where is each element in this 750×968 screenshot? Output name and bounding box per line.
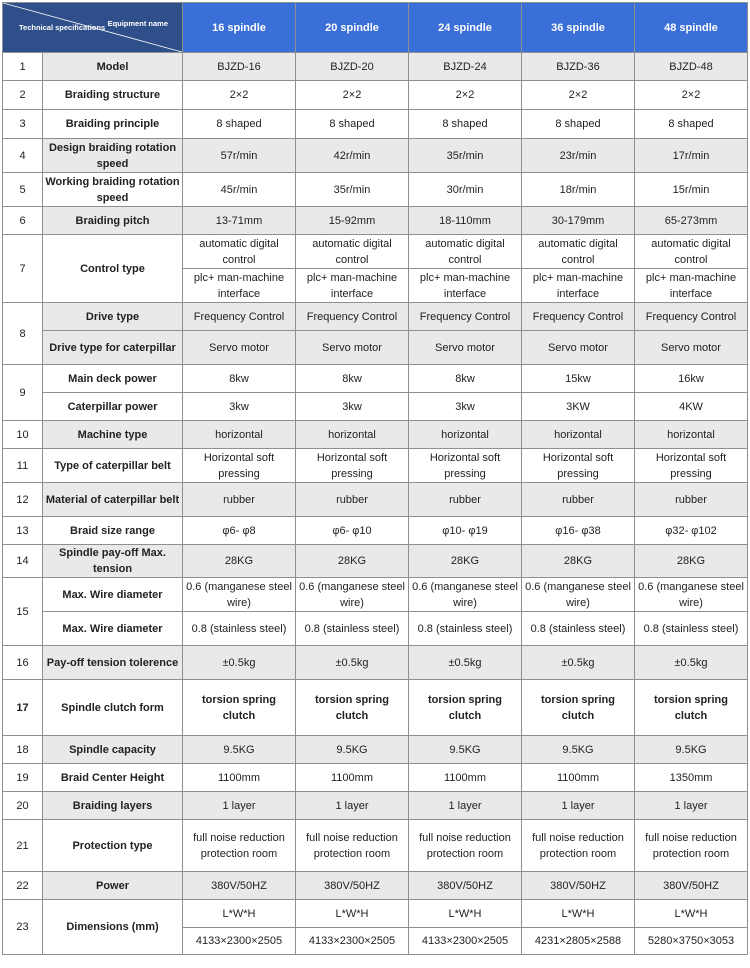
row-value: 30-179mm xyxy=(522,207,635,235)
row-label: Braiding pitch xyxy=(43,207,183,235)
row-value: 3kw xyxy=(183,393,296,421)
row-number: 18 xyxy=(3,736,43,764)
row-value: Frequency Control xyxy=(635,303,748,331)
row-value: L*W*H xyxy=(296,900,409,928)
row-value: 4133×2300×2505 xyxy=(409,928,522,955)
row-value: ±0.5kg xyxy=(296,646,409,680)
row-value: 9.5KG xyxy=(296,736,409,764)
row-value: 4133×2300×2505 xyxy=(183,928,296,955)
row-value: torsion spring clutch xyxy=(409,680,522,736)
column-header: 24 spindle xyxy=(409,3,522,53)
header-row xyxy=(3,3,748,53)
row-value: BJZD-24 xyxy=(409,53,522,81)
technical-specifications-label: Technical specifications xyxy=(19,23,106,32)
row-value: torsion spring clutch xyxy=(635,680,748,736)
row-sub-label: Caterpillar power xyxy=(43,393,183,421)
row-value: full noise reduction protection room xyxy=(635,820,748,872)
row-number: 6 xyxy=(3,207,43,235)
row-label: Design braiding rotation speed xyxy=(43,139,183,173)
row-value: horizontal xyxy=(522,421,635,449)
row-value: Horizontal soft pressing xyxy=(409,449,522,483)
row-value: 0.8 (stainless steel) xyxy=(183,612,296,646)
row-sub-label: Max. Wire diameter xyxy=(43,612,183,646)
row-value: 1 layer xyxy=(409,792,522,820)
table-row xyxy=(3,736,748,764)
row-label: Spindle capacity xyxy=(43,736,183,764)
row-value: rubber xyxy=(522,483,635,517)
row-sub-label: Main deck power xyxy=(43,365,183,393)
row-value: 35r/min xyxy=(296,173,409,207)
row-value: 9.5KG xyxy=(183,736,296,764)
row-value: 35r/min xyxy=(409,139,522,173)
row-number: 23 xyxy=(3,900,43,955)
row-value: L*W*H xyxy=(522,900,635,928)
row-value: 18r/min xyxy=(522,173,635,207)
row-value: 3kw xyxy=(409,393,522,421)
row-number: 14 xyxy=(3,545,43,578)
row-number: 3 xyxy=(3,110,43,139)
row-number: 9 xyxy=(3,365,43,421)
row-value: automatic digital control xyxy=(522,235,635,269)
table-row xyxy=(3,612,748,646)
row-value: 0.6 (manganese steel wire) xyxy=(409,578,522,612)
row-value: ±0.5kg xyxy=(183,646,296,680)
row-value: 3KW xyxy=(522,393,635,421)
row-value: Servo motor xyxy=(522,331,635,365)
row-value: 0.6 (manganese steel wire) xyxy=(183,578,296,612)
row-label: Braiding structure xyxy=(43,81,183,110)
row-value: horizontal xyxy=(183,421,296,449)
table-row xyxy=(3,393,748,421)
row-value: 65-273mm xyxy=(635,207,748,235)
row-value: 17r/min xyxy=(635,139,748,173)
table-row xyxy=(3,820,748,872)
row-value: 2×2 xyxy=(522,81,635,110)
row-value: Frequency Control xyxy=(522,303,635,331)
table-row xyxy=(3,81,748,110)
row-value: φ16- φ38 xyxy=(522,517,635,545)
row-value: 15-92mm xyxy=(296,207,409,235)
row-value: φ6- φ8 xyxy=(183,517,296,545)
row-value: 380V/50HZ xyxy=(409,872,522,900)
row-number: 8 xyxy=(3,303,43,365)
row-value: Horizontal soft pressing xyxy=(635,449,748,483)
table-row xyxy=(3,483,748,517)
row-value: Servo motor xyxy=(183,331,296,365)
row-label: Working braiding rotation speed xyxy=(43,173,183,207)
row-value: 0.8 (stainless steel) xyxy=(409,612,522,646)
table-row xyxy=(3,207,748,235)
row-value: plc+ man-machine interface xyxy=(183,269,296,303)
row-value: L*W*H xyxy=(635,900,748,928)
row-sub-label: Max. Wire diameter xyxy=(43,578,183,612)
row-value: Frequency Control xyxy=(296,303,409,331)
row-value: torsion spring clutch xyxy=(183,680,296,736)
row-sub-label: Drive type xyxy=(43,303,183,331)
row-value: horizontal xyxy=(635,421,748,449)
row-value: ±0.5kg xyxy=(409,646,522,680)
table-row xyxy=(3,545,748,578)
table-row xyxy=(3,680,748,736)
row-value: Horizontal soft pressing xyxy=(183,449,296,483)
row-value: 2×2 xyxy=(409,81,522,110)
row-number: 11 xyxy=(3,449,43,483)
row-number: 13 xyxy=(3,517,43,545)
row-value: torsion spring clutch xyxy=(522,680,635,736)
row-value: 4KW xyxy=(635,393,748,421)
row-value: plc+ man-machine interface xyxy=(296,269,409,303)
row-value: 8 shaped xyxy=(635,110,748,139)
table-row xyxy=(3,421,748,449)
row-value: Servo motor xyxy=(296,331,409,365)
row-value: 2×2 xyxy=(635,81,748,110)
row-label: Braid size range xyxy=(43,517,183,545)
table-row xyxy=(3,792,748,820)
row-value: 28KG xyxy=(296,545,409,578)
row-label: Braiding principle xyxy=(43,110,183,139)
row-number: 10 xyxy=(3,421,43,449)
table-row xyxy=(3,449,748,483)
row-value: Servo motor xyxy=(409,331,522,365)
row-value: 28KG xyxy=(635,545,748,578)
row-value: BJZD-20 xyxy=(296,53,409,81)
row-value: horizontal xyxy=(409,421,522,449)
table-row xyxy=(3,764,748,792)
row-value: 8kw xyxy=(183,365,296,393)
row-label: Material of caterpillar belt xyxy=(43,483,183,517)
row-number: 17 xyxy=(3,680,43,736)
row-number: 19 xyxy=(3,764,43,792)
row-number: 21 xyxy=(3,820,43,872)
row-value: 4231×2805×2588 xyxy=(522,928,635,955)
row-value: 30r/min xyxy=(409,173,522,207)
row-value: full noise reduction protection room xyxy=(296,820,409,872)
row-value: plc+ man-machine interface xyxy=(635,269,748,303)
row-value: 23r/min xyxy=(522,139,635,173)
column-header: 20 spindle xyxy=(296,3,409,53)
row-number: 1 xyxy=(3,53,43,81)
row-number: 15 xyxy=(3,578,43,646)
row-value: Horizontal soft pressing xyxy=(296,449,409,483)
row-value: 0.6 (manganese steel wire) xyxy=(296,578,409,612)
row-value: L*W*H xyxy=(409,900,522,928)
column-header: 16 spindle xyxy=(183,3,296,53)
row-number: 20 xyxy=(3,792,43,820)
row-value: 42r/min xyxy=(296,139,409,173)
row-value: 28KG xyxy=(409,545,522,578)
row-value: 15kw xyxy=(522,365,635,393)
row-value: 1100mm xyxy=(183,764,296,792)
table-row xyxy=(3,110,748,139)
row-label: Protection type xyxy=(43,820,183,872)
row-value: 0.8 (stainless steel) xyxy=(522,612,635,646)
table-row xyxy=(3,900,748,928)
row-number: 22 xyxy=(3,872,43,900)
column-header: 36 spindle xyxy=(522,3,635,53)
row-value: 1350mm xyxy=(635,764,748,792)
row-value: φ10- φ19 xyxy=(409,517,522,545)
row-value: φ6- φ10 xyxy=(296,517,409,545)
table-row xyxy=(3,235,748,269)
row-value: Frequency Control xyxy=(409,303,522,331)
equipment-name-label: Equipment name xyxy=(107,19,168,28)
table-row xyxy=(3,303,748,331)
row-value: 5280×3750×3053 xyxy=(635,928,748,955)
row-number: 7 xyxy=(3,235,43,303)
row-value: torsion spring clutch xyxy=(296,680,409,736)
table-row xyxy=(3,646,748,680)
row-value: 8kw xyxy=(409,365,522,393)
table-row xyxy=(3,139,748,173)
row-value: 0.6 (manganese steel wire) xyxy=(635,578,748,612)
row-label: Machine type xyxy=(43,421,183,449)
row-number: 4 xyxy=(3,139,43,173)
row-value: 3kw xyxy=(296,393,409,421)
row-value: rubber xyxy=(296,483,409,517)
row-value: 1 layer xyxy=(635,792,748,820)
table-row xyxy=(3,331,748,365)
row-label: Braiding layers xyxy=(43,792,183,820)
row-label: Spindle clutch form xyxy=(43,680,183,736)
header-corner-cell xyxy=(3,3,183,53)
row-value: 45r/min xyxy=(183,173,296,207)
row-value: 1 layer xyxy=(183,792,296,820)
table-row xyxy=(3,173,748,207)
row-value: BJZD-36 xyxy=(522,53,635,81)
row-value: full noise reduction protection room xyxy=(183,820,296,872)
table-row xyxy=(3,872,748,900)
row-value: BJZD-16 xyxy=(183,53,296,81)
row-number: 5 xyxy=(3,173,43,207)
row-number: 12 xyxy=(3,483,43,517)
row-value: 1 layer xyxy=(296,792,409,820)
row-value: 9.5KG xyxy=(409,736,522,764)
row-label: Spindle pay-off Max. tension xyxy=(43,545,183,578)
row-value: plc+ man-machine interface xyxy=(522,269,635,303)
row-value: 380V/50HZ xyxy=(183,872,296,900)
row-label: Power xyxy=(43,872,183,900)
row-value: 13-71mm xyxy=(183,207,296,235)
table-row xyxy=(3,578,748,612)
row-value: plc+ man-machine interface xyxy=(409,269,522,303)
row-value: 0.8 (stainless steel) xyxy=(635,612,748,646)
row-label: Type of caterpillar belt xyxy=(43,449,183,483)
row-value: ±0.5kg xyxy=(635,646,748,680)
row-label: Pay-off tension tolerence xyxy=(43,646,183,680)
row-value: 2×2 xyxy=(183,81,296,110)
row-value: 8kw xyxy=(296,365,409,393)
row-value: 18-110mm xyxy=(409,207,522,235)
row-value: 8 shaped xyxy=(296,110,409,139)
row-value: BJZD-48 xyxy=(635,53,748,81)
row-value: full noise reduction protection room xyxy=(409,820,522,872)
row-value: 57r/min xyxy=(183,139,296,173)
row-value: 1100mm xyxy=(296,764,409,792)
row-value: automatic digital control xyxy=(409,235,522,269)
spec-table xyxy=(2,2,748,955)
row-value: ±0.5kg xyxy=(522,646,635,680)
row-value: 380V/50HZ xyxy=(522,872,635,900)
row-number: 16 xyxy=(3,646,43,680)
row-value: 1 layer xyxy=(522,792,635,820)
row-value: L*W*H xyxy=(183,900,296,928)
row-value: 9.5KG xyxy=(635,736,748,764)
row-value: 2×2 xyxy=(296,81,409,110)
row-value: automatic digital control xyxy=(183,235,296,269)
row-sub-label: Drive type for caterpillar xyxy=(43,331,183,365)
row-value: Horizontal soft pressing xyxy=(522,449,635,483)
row-value: 1100mm xyxy=(409,764,522,792)
row-value: automatic digital control xyxy=(635,235,748,269)
row-value: 8 shaped xyxy=(522,110,635,139)
row-label: Model xyxy=(43,53,183,81)
row-value: 28KG xyxy=(522,545,635,578)
row-value: 380V/50HZ xyxy=(635,872,748,900)
row-value: Servo motor xyxy=(635,331,748,365)
row-label: Control type xyxy=(43,235,183,303)
row-value: 16kw xyxy=(635,365,748,393)
table-row xyxy=(3,365,748,393)
row-label: Braid Center Height xyxy=(43,764,183,792)
column-header: 48 spindle xyxy=(635,3,748,53)
row-value: rubber xyxy=(635,483,748,517)
row-value: rubber xyxy=(183,483,296,517)
row-value: 8 shaped xyxy=(183,110,296,139)
row-value: 1100mm xyxy=(522,764,635,792)
row-value: full noise reduction protection room xyxy=(522,820,635,872)
row-value: φ32- φ102 xyxy=(635,517,748,545)
row-number: 2 xyxy=(3,81,43,110)
row-value: 28KG xyxy=(183,545,296,578)
row-value: 4133×2300×2505 xyxy=(296,928,409,955)
row-value: horizontal xyxy=(296,421,409,449)
row-label: Dimensions (mm) xyxy=(43,900,183,955)
row-value: automatic digital control xyxy=(296,235,409,269)
table-row xyxy=(3,517,748,545)
row-value: 15r/min xyxy=(635,173,748,207)
row-value: 8 shaped xyxy=(409,110,522,139)
row-value: Frequency Control xyxy=(183,303,296,331)
table-row xyxy=(3,53,748,81)
row-value: 0.8 (stainless steel) xyxy=(296,612,409,646)
row-value: 9.5KG xyxy=(522,736,635,764)
row-value: 380V/50HZ xyxy=(296,872,409,900)
row-value: rubber xyxy=(409,483,522,517)
row-value: 0.6 (manganese steel wire) xyxy=(522,578,635,612)
